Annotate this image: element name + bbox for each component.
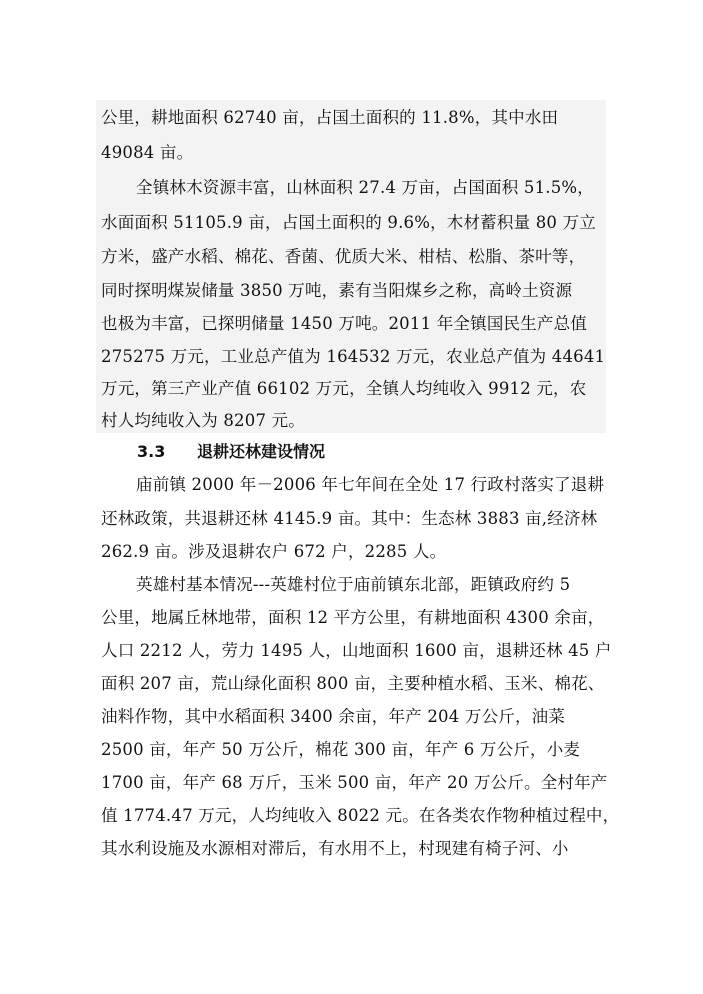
paragraph-1-line-2: 49084 亩。	[101, 143, 194, 162]
section-heading	[137, 441, 325, 463]
paragraph-2-line-1: 全镇林木资源丰富，山林面积 27.4 万亩，占国面积 51.5%，	[136, 178, 594, 197]
paragraph-4-line-1: 英雄村基本情况---英雄村位于庙前镇东北部，距镇政府约 5	[136, 575, 571, 594]
section-number: 3.3	[137, 442, 166, 461]
section-title: 退耕还林建设情况	[197, 442, 326, 461]
paragraph-3-line-3: 262.9 亩。涉及退耕农户 672 户，2285 人。	[101, 542, 447, 561]
paragraph-1-line-1: 公里，耕地面积 62740 亩，占国土面积的 11.8%，其中水田	[101, 108, 559, 127]
paragraph-2-line-5: 也极为丰富，已探明储量 1450 万吨。2011 年全镇国民生产总值	[101, 314, 588, 333]
paragraph-2-line-8: 村人均纯收入为 8207 元。	[101, 411, 305, 430]
paragraph-4-line-3: 人口 2212 人，劳力 1495 人，山地面积 1600 亩，退耕还林 45 户	[101, 641, 612, 660]
paragraph-2-line-4: 同时探明煤炭储量 3850 万吨，素有当阳煤乡之称，高岭土资源	[101, 281, 573, 300]
paragraph-4-line-5: 油料作物，其中水稻面积 3400 余亩，年产 204 万公斤，油菜	[101, 707, 566, 726]
paragraph-2-line-2: 水面面积 51105.9 亩，占国土面积的 9.6%，木材蓄积量 80 万立	[101, 213, 596, 232]
paragraph-4-line-9: 其水利设施及水源相对滞后，有水用不上，村现建有椅子河、小	[101, 839, 569, 858]
paragraph-4-line-8: 值 1774.47 万元，人均纯收入 8022 元。在各类农作物种植过程中，	[101, 806, 620, 825]
paragraph-2-line-7: 万元，第三产业产值 66102 万元，全镇人均纯收入 9912 元，农	[101, 379, 587, 398]
paragraph-4-line-4: 面积 207 亩，荒山绿化面积 800 亩，主要种植水稻、玉米、棉花、	[101, 674, 605, 693]
paragraph-4-line-7: 1700 亩，年产 68 万斤，玉米 500 亩，年产 20 万公斤。全村年产	[101, 773, 608, 792]
paragraph-2-line-3: 方米，盛产水稻、棉花、香菌、优质大米、柑桔、松脂、茶叶等，	[101, 247, 586, 266]
paragraph-3-line-2: 还林政策，共退耕还林 4145.9 亩。其中：生态林 3883 亩,经济林	[101, 509, 598, 528]
paragraph-4-line-6: 2500 亩，年产 50 万公斤，棉花 300 亩，年产 6 万公斤，小麦	[101, 740, 581, 759]
paragraph-4-line-2: 公里，地属丘林地带，面积 12 平方公里，有耕地面积 4300 余亩，	[101, 608, 605, 627]
paragraph-3-line-1: 庙前镇 2000 年－2006 年七年间在全处 17 行政村落实了退耕	[136, 475, 605, 494]
paragraph-2-line-6: 275275 万元，工业总产值为 164532 万元，农业总产值为 44641	[101, 347, 606, 366]
